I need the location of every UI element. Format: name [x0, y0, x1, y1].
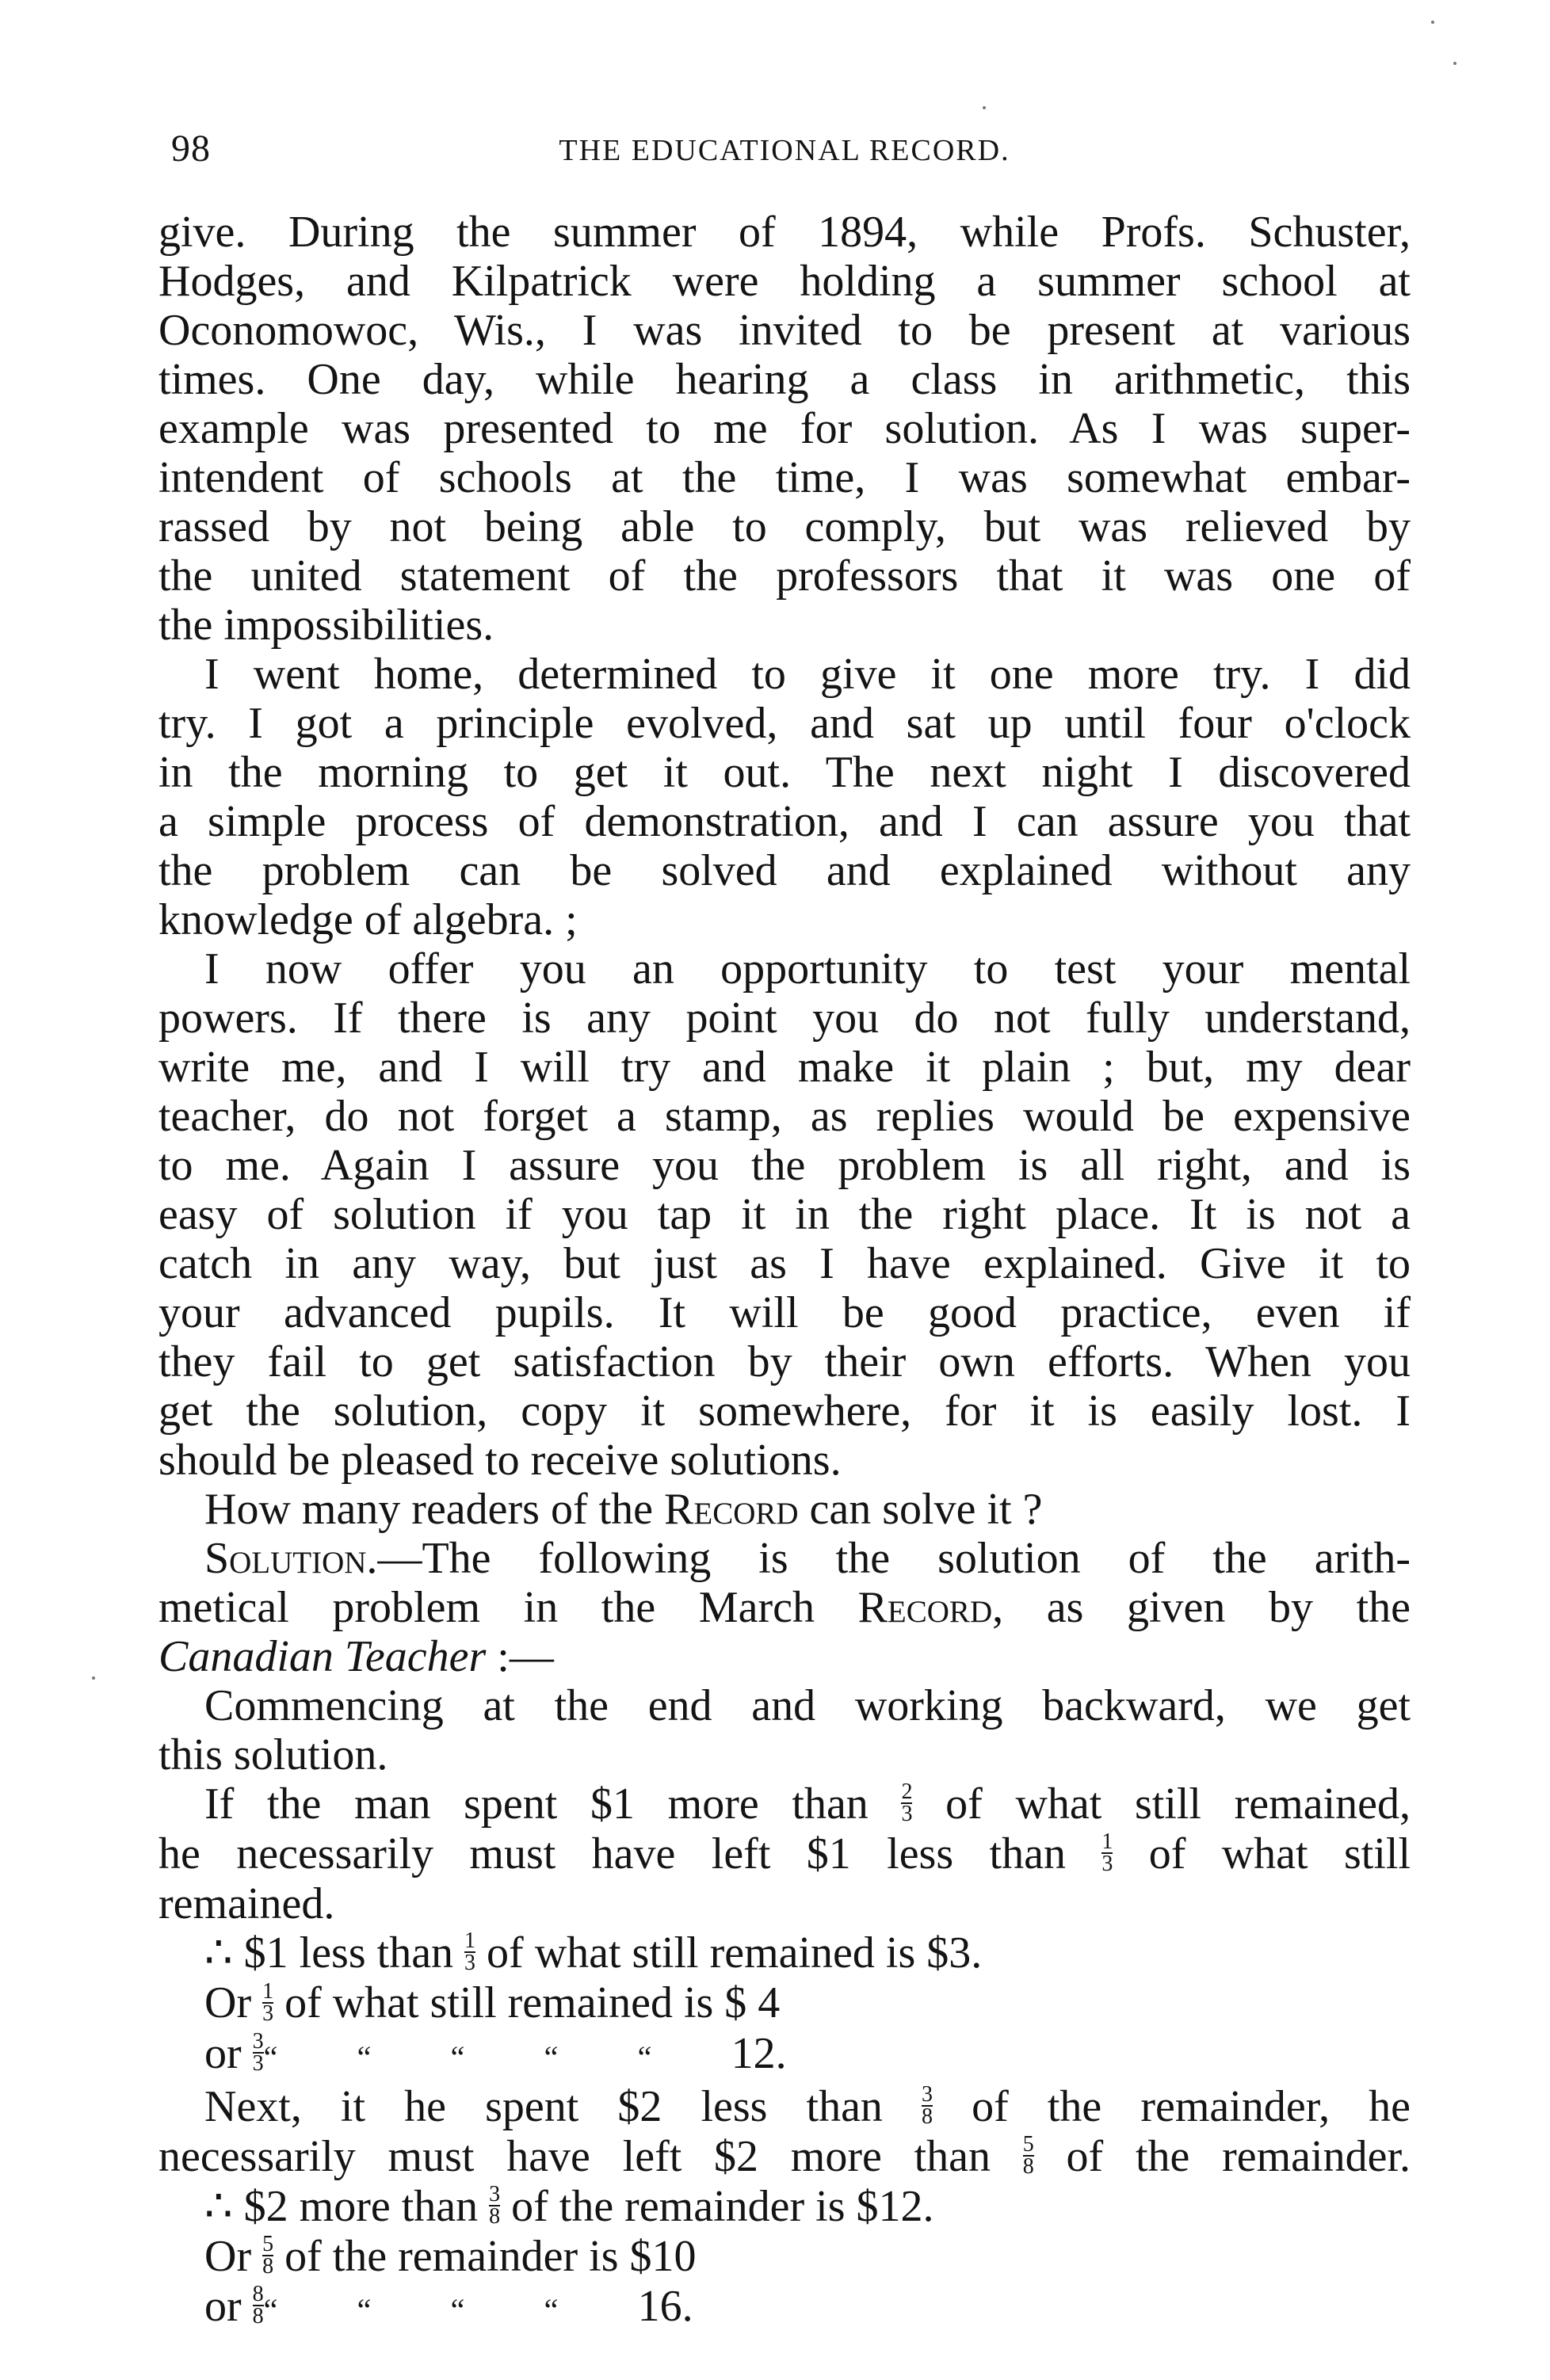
fraction-two-thirds: [901, 1779, 913, 1827]
record-small-caps: Record,: [857, 1583, 1004, 1632]
fraction-five-eighths: [1022, 2131, 1034, 2179]
text-fragment: 16.: [637, 2282, 693, 2332]
text-line: example was presented to me for solution. As I was super-: [158, 404, 1411, 453]
text-fragment: or: [204, 2282, 253, 2332]
calculation-line: [158, 2282, 1411, 2335]
ditto-mark: “: [637, 2039, 652, 2075]
fraction-three-eighths: [489, 2181, 501, 2229]
text-line: get the solution, copy it somewhere, for it is easily lost. I: [158, 1386, 1411, 1436]
text-fragment: Or: [204, 1978, 263, 2028]
fraction-numerator: 3: [922, 2081, 933, 2107]
fraction-numerator: 2: [901, 1779, 913, 1805]
text-line: [158, 1534, 1411, 1583]
ditto-mark: “: [544, 2292, 559, 2329]
fraction-numerator: 1: [1101, 1829, 1113, 1855]
article-body: [158, 208, 1411, 2335]
text-line: write me, and I will try and make it plain ; but, my dear: [158, 1043, 1411, 1092]
text-line: teacher, do not forget a stamp, as replies would be expensive: [158, 1092, 1411, 1141]
ditto-mark: “: [357, 2292, 372, 2329]
fraction-one-third: [464, 1928, 476, 1976]
text-fragment: of what still remained is $3.: [475, 1928, 983, 1978]
text-fragment: as given by the: [1003, 1583, 1411, 1632]
calculation-line: [158, 2232, 1411, 2282]
text-line: give. During the summer of 1894, while Profs. Schuster,: [158, 208, 1411, 257]
text-line: powers. If there is any point you do not fully understand,: [158, 994, 1411, 1043]
text-fragment: ∴ $1 less than: [204, 1928, 465, 1978]
fraction-denominator: 8: [252, 2304, 264, 2329]
text-fragment: or: [204, 2028, 253, 2078]
text-line: remained.: [158, 1879, 335, 1929]
text-fragment: of what still remained,: [912, 1779, 1411, 1829]
text-line: I now offer you an opportunity to test your mental: [204, 944, 1411, 994]
solution-heading: Solution.: [204, 1534, 378, 1583]
text-line: [158, 1485, 1411, 1534]
fraction-numerator: 1: [262, 1978, 274, 2004]
fraction-denominator: 3: [1101, 1852, 1113, 1877]
print-speck: [983, 106, 986, 109]
text-fragment: of the remainder is $12.: [500, 2181, 934, 2231]
text-fragment: metical problem in the March: [158, 1583, 858, 1632]
print-speck: [1431, 21, 1434, 24]
ditto-mark: “: [263, 2292, 278, 2329]
fraction-numerator: 3: [489, 2181, 501, 2206]
text-fragment: of the remainder, he: [933, 2081, 1411, 2131]
text-line: this solution.: [158, 1730, 388, 1779]
page-header: [158, 127, 1411, 182]
text-fragment: Or: [204, 2231, 263, 2281]
text-fragment: ∴ $2 more than: [204, 2181, 490, 2231]
fraction-denominator: 8: [922, 2103, 933, 2129]
text-fragment: he necessarily must have left $1 less than: [158, 1829, 1102, 1879]
text-line: Hodges, and Kilpatrick were holding a summer school at: [158, 257, 1411, 306]
text-line: try. I got a principle evolved, and sat up until four o'clock: [158, 699, 1411, 748]
fraction-one-third: [262, 1978, 274, 2026]
fraction-five-eighths: [262, 2234, 273, 2277]
text-line: [158, 1632, 1411, 1681]
text-line: times. One day, while hearing a class in arithmetic, this: [158, 355, 1411, 404]
calculation-line: [158, 2182, 1411, 2232]
calculation-line: [158, 1928, 1411, 1978]
text-line: [158, 2132, 1411, 2182]
text-line: your advanced pupils. It will be good practice, even if: [158, 1288, 1411, 1337]
text-fragment: of what still: [1113, 1829, 1411, 1879]
text-line: in the morning to get it out. The next night I discovered: [158, 748, 1411, 797]
page-number: 98: [171, 128, 211, 170]
text-line: rassed by not being able to comply, but was relieved by: [158, 502, 1411, 551]
text-line: a simple process of demonstration, and I can assure you that: [158, 797, 1411, 846]
ditto-mark: “: [357, 2039, 372, 2075]
text-line: they fail to get satisfaction by their own efforts. When you: [158, 1337, 1411, 1386]
fraction-three-thirds: [252, 2028, 264, 2076]
ditto-mark: “: [544, 2039, 559, 2075]
fraction-denominator: 8: [262, 2254, 274, 2279]
text-fragment: :—: [486, 1632, 554, 1681]
fraction-numerator: 1: [464, 1928, 476, 1954]
calculation-line: [158, 2029, 1411, 2082]
fraction-denominator: 3: [262, 2000, 274, 2026]
text-fragment: of the remainder.: [1033, 2131, 1411, 2181]
text-line: the problem can be solved and explained without any: [158, 846, 1411, 895]
text-fragment: necessarily must have left $2 more than: [158, 2131, 1023, 2181]
ditto-mark: “: [450, 2292, 465, 2329]
fraction-one-third: [1101, 1829, 1113, 1877]
text-line: Oconomowoc, Wis., I was invited to be present at various: [158, 306, 1411, 355]
text-line: Commencing at the end and working backward, we get: [204, 1681, 1411, 1730]
text-line: [158, 1829, 1411, 1879]
calculation-line: [158, 1978, 1411, 2028]
text-line: to me. Again I assure you the problem is all right, and is: [158, 1141, 1411, 1190]
text-fragment: can solve it ?: [798, 1485, 1043, 1534]
text-line: intendent of schools at the time, I was somewhat embar-: [158, 453, 1411, 502]
fraction-three-eighths: [922, 2081, 933, 2129]
text-fragment: Next, it he spent $2 less than: [204, 2081, 922, 2131]
text-fragment: 12.: [731, 2028, 787, 2078]
fraction-denominator: 3: [464, 1951, 476, 1976]
fraction-denominator: 8: [1022, 2153, 1034, 2179]
fraction-numerator: 3: [252, 2028, 264, 2054]
text-line: the impossibilities.: [158, 601, 494, 650]
text-line: [158, 1779, 1411, 1829]
fraction-denominator: 3: [901, 1802, 913, 1827]
fraction-eight-eighths: [253, 2284, 264, 2327]
fraction-denominator: 8: [489, 2203, 501, 2229]
text-line: catch in any way, but just as I have explained. Give it to: [158, 1239, 1411, 1288]
fraction-denominator: 3: [252, 2050, 264, 2076]
text-fragment: of the remainder is $10: [273, 2231, 697, 2281]
text-fragment: of what still remained is $ 4: [273, 1978, 781, 2028]
text-line: [158, 2082, 1411, 2132]
text-fragment: How many readers of the: [204, 1485, 665, 1534]
ditto-mark: “: [263, 2039, 278, 2075]
book-page: [158, 127, 1411, 2335]
text-line: I went home, determined to give it one more try. I did: [204, 650, 1411, 699]
text-fragment: —The following is the solution of the arith-: [377, 1534, 1411, 1583]
print-speck: [1453, 62, 1456, 65]
fraction-numerator: 8: [252, 2282, 264, 2307]
ditto-mark: “: [450, 2039, 465, 2075]
print-speck: [92, 1676, 95, 1680]
record-small-caps: Record: [664, 1485, 799, 1534]
text-line: should be pleased to receive solutions.: [158, 1436, 842, 1485]
text-line: knowledge of algebra. ;: [158, 895, 578, 944]
text-fragment: If the man spent $1 more than: [204, 1779, 902, 1829]
fraction-numerator: 5: [1022, 2131, 1034, 2157]
source-title: Canadian Teacher: [158, 1632, 487, 1681]
text-line: the united statement of the professors that it was one of: [158, 551, 1411, 601]
text-line: easy of solution if you tap it in the right place. It is not a: [158, 1190, 1411, 1239]
fraction-numerator: 5: [262, 2232, 274, 2257]
text-line: [158, 1583, 1411, 1632]
running-head: THE EDUCATIONAL RECORD.: [559, 134, 1010, 167]
